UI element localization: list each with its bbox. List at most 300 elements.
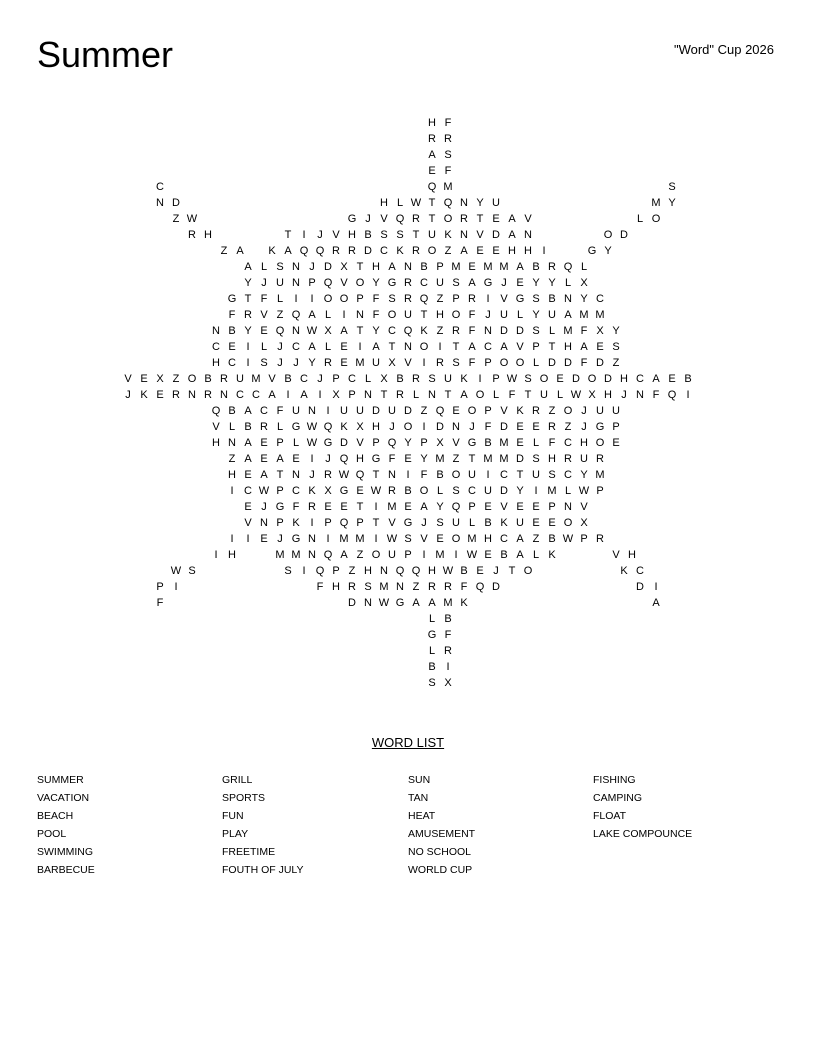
puzzle-letter: W — [370, 485, 382, 497]
puzzle-letter: I — [302, 229, 306, 241]
puzzle-letter: C — [596, 293, 604, 305]
puzzle-letter: U — [276, 277, 284, 289]
puzzle-letter: H — [620, 373, 628, 385]
puzzle-letter: N — [364, 597, 372, 609]
puzzle-letter: R — [548, 261, 556, 273]
word-list-item: FREETIME — [222, 846, 276, 858]
puzzle-letter: E — [428, 165, 436, 177]
puzzle-letter: W — [562, 533, 574, 545]
puzzle-letter: L — [516, 309, 524, 321]
puzzle-letter: U — [492, 197, 500, 209]
puzzle-letter: R — [332, 245, 340, 257]
puzzle-letter: L — [532, 357, 540, 369]
word-list-item: FLOAT — [593, 810, 627, 822]
puzzle-letter: A — [500, 341, 508, 353]
puzzle-letter: Q — [339, 453, 349, 465]
puzzle-letter: J — [317, 229, 323, 241]
puzzle-letter: X — [340, 261, 348, 273]
puzzle-letter: I — [246, 341, 250, 353]
puzzle-letter: Q — [323, 421, 333, 433]
puzzle-letter: U — [596, 405, 604, 417]
puzzle-letter: M — [387, 501, 397, 513]
puzzle-letter: V — [244, 517, 252, 529]
puzzle-letter: W — [466, 549, 478, 561]
puzzle-letter: E — [516, 421, 524, 433]
puzzle-letter: B — [548, 533, 556, 545]
puzzle-letter: U — [292, 405, 300, 417]
puzzle-letter: T — [516, 469, 524, 481]
puzzle-letter: V — [580, 501, 588, 513]
puzzle-letter: F — [444, 117, 452, 129]
puzzle-letter: E — [140, 373, 148, 385]
puzzle-letter: T — [356, 501, 364, 513]
puzzle-letter: U — [428, 229, 436, 241]
puzzle-letter: Q — [323, 277, 333, 289]
puzzle-letter: R — [468, 293, 476, 305]
puzzle-letter: E — [292, 453, 300, 465]
puzzle-letter: E — [516, 437, 524, 449]
puzzle-letter: P — [276, 437, 284, 449]
word-list-column — [593, 771, 773, 843]
puzzle-letter: D — [500, 421, 508, 433]
puzzle-letter: D — [500, 485, 508, 497]
puzzle-letter: A — [308, 341, 316, 353]
puzzle-letter: L — [468, 517, 476, 529]
puzzle-letter: D — [404, 405, 412, 417]
puzzle-letter: Q — [419, 293, 429, 305]
puzzle-letter: A — [308, 309, 316, 321]
puzzle-letter: U — [548, 309, 556, 321]
puzzle-letter: A — [428, 149, 436, 161]
puzzle-letter: Z — [452, 453, 460, 465]
word-list-item: SWIMMING — [37, 846, 93, 858]
puzzle-letter: V — [388, 517, 396, 529]
puzzle-letter: Q — [323, 549, 333, 561]
puzzle-letter: I — [310, 517, 314, 529]
puzzle-letter: I — [358, 341, 362, 353]
puzzle-letter: D — [572, 373, 580, 385]
puzzle-letter: Q — [315, 565, 325, 577]
puzzle-letter: T — [372, 469, 380, 481]
puzzle-letter: D — [636, 581, 644, 593]
puzzle-letter: Z — [220, 245, 228, 257]
puzzle-letter: J — [277, 357, 283, 369]
word-list-item: GRILL — [222, 774, 253, 786]
puzzle-letter: V — [452, 437, 460, 449]
puzzle-letter: Q — [339, 517, 349, 529]
puzzle-letter: M — [443, 181, 453, 193]
puzzle-letter: M — [483, 453, 493, 465]
puzzle-letter: G — [339, 485, 349, 497]
puzzle-letter: Q — [387, 437, 397, 449]
puzzle-letter: U — [516, 517, 524, 529]
puzzle-letter: V — [500, 293, 508, 305]
puzzle-letter: B — [228, 405, 236, 417]
puzzle-letter: S — [428, 677, 436, 689]
puzzle-letter: L — [556, 389, 564, 401]
puzzle-letter: H — [548, 453, 556, 465]
puzzle-letter: N — [460, 197, 468, 209]
puzzle-letter: J — [293, 357, 299, 369]
puzzle-letter: D — [500, 325, 508, 337]
puzzle-letter: U — [612, 405, 620, 417]
puzzle-letter: K — [516, 405, 524, 417]
puzzle-letter: N — [292, 469, 300, 481]
puzzle-letter: O — [563, 517, 573, 529]
puzzle-letter: R — [244, 309, 252, 321]
puzzle-letter: S — [668, 181, 676, 193]
puzzle-letter: P — [580, 533, 588, 545]
puzzle-letter: I — [406, 469, 410, 481]
puzzle-letter: R — [460, 213, 468, 225]
puzzle-letter: F — [484, 421, 492, 433]
puzzle-letter: L — [532, 437, 540, 449]
puzzle-letter: T — [356, 325, 364, 337]
puzzle-letter: D — [564, 357, 572, 369]
puzzle-letter: W — [386, 533, 398, 545]
puzzle-letter: O — [371, 549, 381, 561]
puzzle-letter: G — [587, 245, 597, 257]
puzzle-letter: L — [564, 277, 572, 289]
word-list-item: SUMMER — [37, 774, 84, 786]
puzzle-letter: M — [435, 453, 445, 465]
puzzle-letter: L — [324, 309, 332, 321]
word-list-item: FISHING — [593, 774, 636, 786]
puzzle-letter: I — [174, 581, 178, 593]
puzzle-letter: A — [268, 389, 276, 401]
puzzle-letter: D — [372, 405, 380, 417]
puzzle-letter: Y — [532, 277, 540, 289]
word-list-column — [37, 771, 217, 879]
puzzle-letter: M — [451, 261, 461, 273]
puzzle-letter: J — [309, 261, 315, 273]
puzzle-letter: I — [310, 453, 314, 465]
puzzle-letter: S — [532, 453, 540, 465]
puzzle-letter: L — [260, 341, 268, 353]
puzzle-letter: H — [604, 389, 612, 401]
puzzle-letter: M — [251, 373, 261, 385]
puzzle-letter: N — [212, 325, 220, 337]
puzzle-letter: E — [156, 389, 164, 401]
puzzle-letter: M — [483, 261, 493, 273]
puzzle-letter: Y — [580, 469, 588, 481]
puzzle-letter: A — [412, 597, 420, 609]
puzzle-letter: O — [587, 373, 597, 385]
puzzle-letter: J — [277, 341, 283, 353]
puzzle-letter: K — [620, 565, 628, 577]
puzzle-letter: K — [268, 245, 276, 257]
puzzle-letter: P — [332, 565, 340, 577]
word-list-column — [222, 771, 402, 879]
puzzle-letter: S — [276, 261, 284, 273]
puzzle-letter: Z — [228, 453, 236, 465]
puzzle-letter: E — [260, 437, 268, 449]
puzzle-letter: M — [563, 325, 573, 337]
puzzle-letter: N — [380, 565, 388, 577]
puzzle-letter: O — [355, 277, 365, 289]
puzzle-letter: S — [364, 581, 372, 593]
puzzle-letter: I — [438, 341, 442, 353]
puzzle-letter: L — [428, 613, 436, 625]
word-list-heading: WORD LIST — [371, 735, 445, 750]
puzzle-letter: G — [395, 597, 405, 609]
puzzle-letter: O — [523, 565, 533, 577]
puzzle-letter: V — [612, 549, 620, 561]
puzzle-letter: F — [468, 309, 476, 321]
puzzle-letter: R — [404, 293, 412, 305]
puzzle-letter: C — [252, 389, 260, 401]
puzzle-letter: H — [428, 565, 436, 577]
puzzle-letter: U — [436, 277, 444, 289]
puzzle-letter: N — [396, 581, 404, 593]
puzzle-letter: S — [388, 293, 396, 305]
puzzle-letter: C — [388, 325, 396, 337]
puzzle-letter: P — [420, 437, 428, 449]
word-list-item: BEACH — [37, 810, 74, 822]
puzzle-letter: K — [420, 325, 428, 337]
puzzle-letter: T — [412, 229, 420, 241]
puzzle-letter: R — [444, 133, 452, 145]
puzzle-letter: P — [436, 261, 444, 273]
puzzle-letter: C — [156, 181, 164, 193]
puzzle-letter: C — [636, 565, 644, 577]
puzzle-letter: N — [220, 389, 228, 401]
puzzle-letter: M — [579, 309, 589, 321]
puzzle-letter: J — [365, 213, 371, 225]
puzzle-letter: R — [564, 453, 572, 465]
puzzle-letter: U — [452, 517, 460, 529]
puzzle-letter: H — [628, 549, 636, 561]
puzzle-letter: K — [308, 485, 316, 497]
word-list-item: SUN — [408, 774, 431, 786]
puzzle-letter: J — [485, 309, 491, 321]
puzzle-letter: P — [484, 405, 492, 417]
puzzle-letter: A — [388, 261, 396, 273]
puzzle-letter: H — [380, 197, 388, 209]
puzzle-letter: G — [483, 277, 493, 289]
puzzle-letter: N — [156, 197, 164, 209]
puzzle-letter: S — [548, 469, 556, 481]
puzzle-letter: Q — [563, 261, 573, 273]
puzzle-letter: A — [460, 389, 468, 401]
puzzle-letter: Z — [436, 293, 444, 305]
puzzle-letter: B — [684, 373, 692, 385]
puzzle-letter: A — [340, 325, 348, 337]
puzzle-letter: E — [532, 421, 540, 433]
puzzle-letter: Y — [516, 485, 524, 497]
puzzle-letter: H — [436, 309, 444, 321]
puzzle-letter: R — [548, 421, 556, 433]
puzzle-letter: J — [309, 469, 315, 481]
word-list-column — [408, 771, 588, 879]
puzzle-letter: T — [524, 389, 532, 401]
puzzle-letter: E — [612, 437, 620, 449]
puzzle-letter: N — [188, 389, 196, 401]
puzzle-letter: I — [230, 485, 234, 497]
puzzle-letter: O — [427, 245, 437, 257]
word-list-item: FOUTH OF JULY — [222, 864, 304, 876]
puzzle-letter: Z — [412, 581, 420, 593]
puzzle-letter: J — [581, 421, 587, 433]
puzzle-letter: D — [348, 597, 356, 609]
puzzle-letter: F — [260, 293, 268, 305]
puzzle-letter: H — [524, 245, 532, 257]
puzzle-letter: H — [372, 421, 380, 433]
puzzle-letter: L — [564, 485, 572, 497]
puzzle-letter: F — [444, 629, 452, 641]
puzzle-letter: A — [428, 597, 436, 609]
puzzle-letter: P — [332, 373, 340, 385]
puzzle-letter: W — [410, 197, 422, 209]
puzzle-letter: K — [340, 421, 348, 433]
puzzle-letter: I — [486, 469, 490, 481]
puzzle-letter: A — [300, 389, 308, 401]
puzzle-letter: Z — [444, 245, 452, 257]
puzzle-letter: S — [188, 565, 196, 577]
puzzle-letter: E — [532, 501, 540, 513]
page-subtitle: "Word" Cup 2026 — [673, 42, 774, 57]
puzzle-letter: N — [452, 421, 460, 433]
puzzle-letter: R — [412, 245, 420, 257]
puzzle-letter: C — [228, 357, 236, 369]
puzzle-letter: N — [308, 533, 316, 545]
puzzle-letter: V — [404, 357, 412, 369]
puzzle-letter: G — [427, 629, 437, 641]
puzzle-letter: M — [435, 549, 445, 561]
puzzle-letter: L — [324, 341, 332, 353]
puzzle-letter: A — [468, 341, 476, 353]
puzzle-letter: N — [428, 389, 436, 401]
puzzle-letter: E — [516, 277, 524, 289]
puzzle-letter: Y — [548, 277, 556, 289]
puzzle-letter: A — [372, 341, 380, 353]
puzzle-letter: X — [324, 485, 332, 497]
puzzle-letter: Z — [348, 565, 356, 577]
puzzle-letter: U — [500, 309, 508, 321]
puzzle-letter: E — [596, 341, 604, 353]
puzzle-letter: P — [324, 517, 332, 529]
puzzle-letter: O — [419, 341, 429, 353]
puzzle-letter: N — [308, 549, 316, 561]
puzzle-letter: Y — [244, 277, 252, 289]
puzzle-letter: G — [347, 213, 357, 225]
puzzle-letter: F — [156, 597, 164, 609]
puzzle-letter: V — [332, 229, 340, 241]
puzzle-letter: T — [284, 229, 292, 241]
puzzle-letter: T — [388, 341, 396, 353]
puzzle-letter: F — [652, 389, 660, 401]
puzzle-letter: N — [564, 501, 572, 513]
puzzle-letter: N — [228, 437, 236, 449]
puzzle-letter: U — [540, 389, 548, 401]
puzzle-letter: E — [516, 501, 524, 513]
puzzle-letter: K — [500, 517, 508, 529]
puzzle-letter: P — [356, 517, 364, 529]
puzzle-letter: E — [228, 341, 236, 353]
puzzle-letter: G — [291, 533, 301, 545]
puzzle-letter: D — [492, 229, 500, 241]
puzzle-letter: W — [170, 565, 182, 577]
puzzle-letter: R — [324, 357, 332, 369]
puzzle-letter: N — [364, 389, 372, 401]
puzzle-letter: X — [580, 517, 588, 529]
puzzle-letter: E — [492, 213, 500, 225]
puzzle-letter: L — [548, 325, 556, 337]
puzzle-letter: N — [388, 469, 396, 481]
puzzle-letter: Q — [435, 405, 445, 417]
puzzle-letter: G — [387, 277, 397, 289]
puzzle-letter: R — [348, 581, 356, 593]
puzzle-letter: V — [268, 373, 276, 385]
puzzle-letter: Z — [172, 213, 180, 225]
puzzle-letter: R — [532, 405, 540, 417]
puzzle-letter: U — [444, 373, 452, 385]
puzzle-letter: H — [212, 357, 220, 369]
puzzle-letter: E — [476, 245, 484, 257]
puzzle-letter: S — [532, 325, 540, 337]
puzzle-letter: I — [654, 581, 658, 593]
puzzle-letter: B — [444, 613, 452, 625]
puzzle-letter: C — [636, 373, 644, 385]
puzzle-letter: Y — [668, 197, 676, 209]
puzzle-letter: X — [436, 437, 444, 449]
puzzle-letter: K — [460, 597, 468, 609]
puzzle-letter: Q — [395, 213, 405, 225]
puzzle-letter: O — [499, 357, 509, 369]
puzzle-letter: A — [260, 469, 268, 481]
puzzle-letter: Q — [291, 309, 301, 321]
puzzle-letter: C — [468, 485, 476, 497]
puzzle-letter: V — [260, 309, 268, 321]
puzzle-letter: F — [388, 453, 396, 465]
puzzle-letter: T — [548, 341, 556, 353]
puzzle-letter: P — [484, 357, 492, 369]
puzzle-letter: F — [372, 293, 380, 305]
puzzle-letter: J — [469, 421, 475, 433]
puzzle-letter: I — [230, 533, 234, 545]
puzzle-letter: I — [534, 485, 538, 497]
puzzle-letter: W — [578, 485, 590, 497]
puzzle-letter: C — [500, 533, 508, 545]
puzzle-letter: T — [444, 389, 452, 401]
puzzle-letter: T — [380, 389, 388, 401]
puzzle-letter: U — [468, 469, 476, 481]
puzzle-letter: Q — [275, 325, 285, 337]
puzzle-letter: P — [492, 373, 500, 385]
puzzle-letter: L — [364, 373, 372, 385]
puzzle-letter: R — [436, 357, 444, 369]
puzzle-letter: N — [564, 293, 572, 305]
puzzle-letter: R — [204, 389, 212, 401]
puzzle-letter: E — [260, 533, 268, 545]
puzzle-letter: B — [532, 261, 540, 273]
puzzle-letter: Y — [420, 453, 428, 465]
puzzle-letter: H — [364, 565, 372, 577]
puzzle-letter: U — [484, 485, 492, 497]
puzzle-letter: K — [292, 517, 300, 529]
word-list-item: WORLD CUP — [408, 864, 473, 876]
puzzle-letter: W — [306, 437, 318, 449]
puzzle-letter: W — [378, 597, 390, 609]
puzzle-letter: C — [500, 469, 508, 481]
puzzle-letter: R — [324, 469, 332, 481]
puzzle-letter: Z — [420, 405, 428, 417]
puzzle-letter: F — [460, 581, 468, 593]
puzzle-letter: B — [460, 565, 468, 577]
puzzle-letter: F — [468, 357, 476, 369]
puzzle-letter: Q — [427, 181, 437, 193]
puzzle-letter: G — [595, 421, 605, 433]
